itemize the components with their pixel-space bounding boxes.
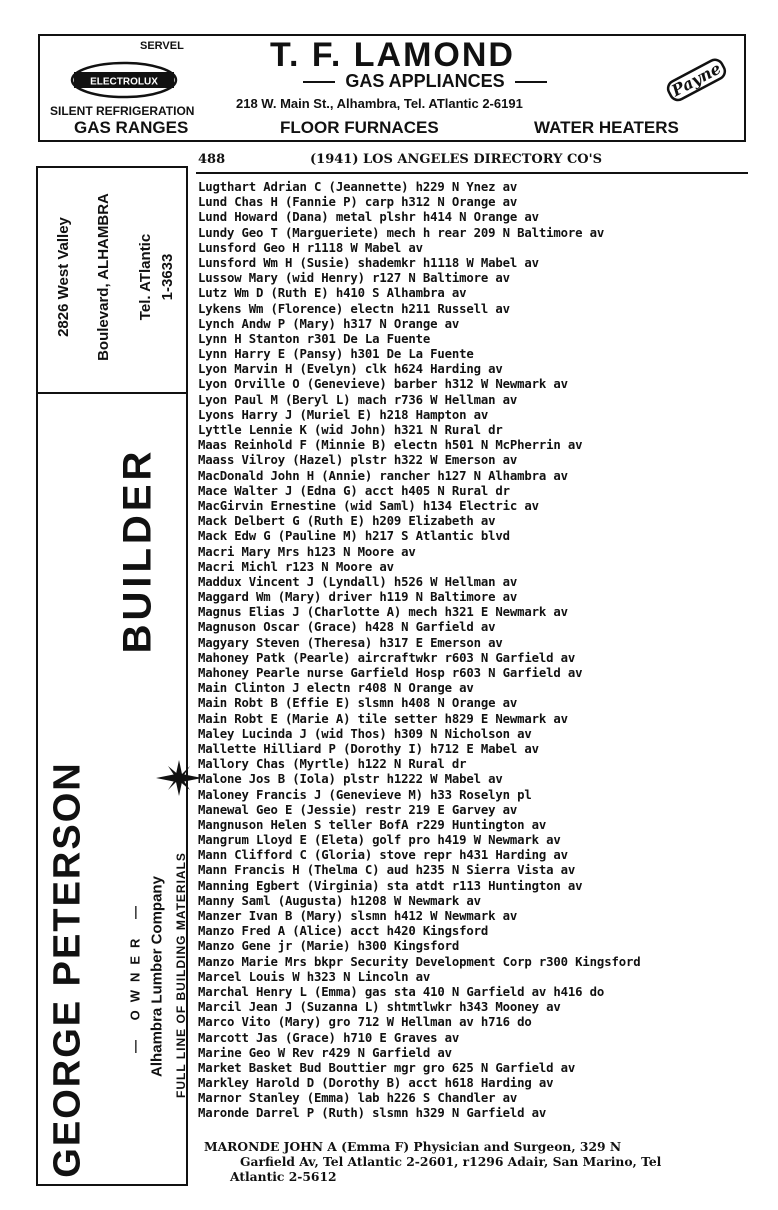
directory-entry: Macri Mary Mrs h123 N Moore av xyxy=(198,544,416,559)
directory-entry: Marine Geo W Rev r429 N Garfield av xyxy=(198,1045,452,1060)
directory-entry: Lyon Marvin H (Evelyn) clk h624 Harding av xyxy=(198,362,503,377)
company-subtitle: GAS APPLIANCES xyxy=(280,71,570,92)
directory-entry: Lund Chas H (Fannie P) carp h312 N Orange av xyxy=(198,195,518,210)
directory-entry: Mallory Chas (Myrtle) h122 N Rural dr xyxy=(198,757,467,772)
directory-entry: Marcel Louis W h323 N Lincoln av xyxy=(198,969,431,984)
directory-entry: Mallette Hilliard P (Dorothy I) h712 E Mabel av xyxy=(198,741,539,756)
directory-entry: Lyon Paul M (Beryl L) mach r736 W Hellman av xyxy=(198,392,518,407)
directory-entry: Malone Jos B (Iola) plstr h1222 W Mabel av xyxy=(198,772,503,787)
directory-entry: Main Clinton J electn r408 N Orange av xyxy=(198,681,474,696)
directory-entry: Maggard Wm (Mary) driver h119 N Baltimore av xyxy=(198,590,518,605)
sidebar-owner-name: GEORGE PETERSON xyxy=(46,761,89,1178)
directory-entry: Maley Lucinda J (wid Thos) h309 N Nicholson av xyxy=(198,726,532,741)
directory-entry: Lykens Wm (Florence) electn h211 Russell av xyxy=(198,301,510,316)
electrolux-logo-text: ELECTROLUX xyxy=(90,76,158,88)
company-address: 218 W. Main St., Alhambra, Tel. ATlantic 2-6191 xyxy=(236,96,523,111)
electrolux-logo xyxy=(70,60,178,100)
directory-entry: Mann Clifford C (Gloria) stove repr h431 Harding av xyxy=(198,848,568,863)
directory-entry: Lyons Harry J (Muriel E) h218 Hampton av xyxy=(198,407,489,422)
sidebar-owner-label: — OWNER — xyxy=(127,897,143,1054)
directory-entry: Marcil Jean J (Suzanna L) shtmtlwkr h343 Mooney av xyxy=(198,1000,561,1015)
directory-entry: Marco Vito (Mary) gro 712 W Hellman av h716 do xyxy=(198,1015,532,1030)
directory-entry: Mangnuson Helen S teller BofA r229 Huntington av xyxy=(198,817,547,832)
directory-entry: Main Robt E (Marie A) tile setter h829 E Newmark av xyxy=(198,711,568,726)
directory-entry: Lutz Wm D (Ruth E) h410 S Alhambra av xyxy=(198,286,467,301)
directory-entry: Lynn Harry E (Pansy) h301 De La Fuente xyxy=(198,347,474,362)
directory-entry: Lundy Geo T (Margueriete) mech h rear 209 N Baltimore av xyxy=(198,225,605,240)
running-head: (1941) LOS ANGELES DIRECTORY CO'S xyxy=(310,152,602,167)
directory-entry: Manzo Fred A (Alice) acct h420 Kingsford xyxy=(198,924,489,939)
page-number: 488 xyxy=(198,152,226,167)
directory-entry: Lunsford Geo H r1118 W Mabel av xyxy=(198,240,423,255)
directory-entry: Magyary Steven (Theresa) h317 E Emerson av xyxy=(198,635,503,650)
directory-entry: Mack Edw G (Pauline M) h217 S Atlantic blvd xyxy=(198,529,510,544)
directory-entry: Manning Egbert (Virginia) sta atdt r113 Huntington av xyxy=(198,878,583,893)
directory-entry: MacDonald John H (Annie) rancher h127 N Alhambra av xyxy=(198,468,568,483)
sidebar-company: Alhambra Lumber Company xyxy=(148,876,166,1077)
directory-entry: Manewal Geo E (Jessie) restr 219 E Garvey av xyxy=(198,802,518,817)
payne-logo xyxy=(660,54,732,104)
sidebar-builder-title: BUILDER xyxy=(115,447,160,654)
floor-furnaces-label: FLOOR FURNACES xyxy=(280,118,439,137)
servel-brand: SERVEL xyxy=(140,40,184,52)
directory-entry: Magnuson Oscar (Grace) h428 N Garfield av xyxy=(198,620,496,635)
directory-entry: Macri Michl r123 N Moore av xyxy=(198,559,394,574)
highlight-line2: Garfield Av, Tel Atlantic 2-2601, r1296 Adair, San Marino, Tel xyxy=(240,1154,662,1169)
company-name: T. F. LAMOND xyxy=(270,36,515,74)
water-heaters-label: WATER HEATERS xyxy=(534,118,679,137)
directory-entry: Manzo Gene jr (Marie) h300 Kingsford xyxy=(198,939,460,954)
directory-entry: Mahoney Patk (Pearle) aircraftwkr r603 N Garfield av xyxy=(198,650,576,665)
directory-entry: Lyon Orville O (Genevieve) barber h312 W Newmark av xyxy=(198,377,568,392)
directory-entry: Mahoney Pearle nurse Garfield Hosp r603 N Garfield av xyxy=(198,666,583,680)
directory-entry: Manzo Marie Mrs bkpr Security Development Corp r300 Kingsford xyxy=(198,954,641,969)
directory-entry: Lynch Andw P (Mary) h317 N Orange av xyxy=(198,316,460,331)
directory-entry: Main Robt B (Effie E) slsmn h408 N Orange av xyxy=(198,696,518,711)
directory-entry: MacGirvin Ernestine (wid Saml) h134 Electric av xyxy=(198,498,539,513)
directory-entry: Maas Reinhold F (Minnie B) electn h501 N McPherrin av xyxy=(198,438,583,453)
sidebar-address-line1: 2826 West Valley xyxy=(55,217,72,337)
directory-entry: Maddux Vincent J (Lyndall) h526 W Hellman av xyxy=(198,574,518,589)
sidebar-telephone-number: 1-3633 xyxy=(159,253,176,301)
directory-entry: Marnor Stanley (Emma) lab h226 S Chandler av xyxy=(198,1091,518,1106)
star-marker-icon xyxy=(154,758,204,798)
directory-entry: Maronde Darrel P (Ruth) slsmn h329 N Garfield av xyxy=(198,1106,547,1121)
directory-entry: Manzer Ivan B (Mary) slsmn h412 W Newmark av xyxy=(198,909,518,923)
directory-entry: Marchal Henry L (Emma) gas sta 410 N Garfield av h416 do xyxy=(198,984,605,999)
directory-entry: Lyttle Lennie K (wid John) h321 N Rural dr xyxy=(198,423,503,437)
directory-entry: Lynn H Stanton r301 De La Fuente xyxy=(198,331,431,346)
highlight-line1: MARONDE JOHN A (Emma F) Physician and Surgeon, 329 N xyxy=(204,1139,622,1154)
sidebar-telephone-label: Tel. ATlantic xyxy=(137,233,154,321)
directory-entry: Maloney Francis J (Genevieve M) h33 Roselyn pl xyxy=(198,787,532,802)
sidebar-owner-text: OWNER xyxy=(127,930,143,1021)
directory-entry: Lussow Mary (wid Henry) r127 N Baltimore av xyxy=(198,271,510,286)
directory-entry: Maass Vilroy (Hazel) plstr h322 W Emerson av xyxy=(198,453,518,468)
directory-entry: Lund Howard (Dana) metal plshr h414 N Orange av xyxy=(198,210,539,225)
directory-entry: Mangrum Lloyd E (Eleta) golf pro h419 W Newmark av xyxy=(198,833,561,848)
payne-logo-text: Payne xyxy=(668,58,725,101)
sidebar-address-line2: Boulevard, ALHAMBRA xyxy=(95,193,112,361)
directory-listing xyxy=(198,180,758,1122)
directory-entry: Magnus Elias J (Charlotte A) mech h321 E Newmark av xyxy=(198,605,568,620)
sidebar-materials: FULL LINE OF BUILDING MATERIALS xyxy=(174,852,188,1098)
directory-entry: Lugthart Adrian C (Jeannette) h229 N Ynez av xyxy=(198,180,518,194)
directory-entry-highlight xyxy=(204,1139,760,1184)
directory-entry: Lunsford Wm H (Susie) shademkr h1118 W Mabel av xyxy=(198,255,539,270)
directory-entry: Mack Delbert G (Ruth E) h209 Elizabeth av xyxy=(198,514,496,529)
highlight-line3: Atlantic 2-5612 xyxy=(230,1169,337,1184)
directory-entry: Manny Saml (Augusta) h1208 W Newmark av xyxy=(198,893,481,908)
directory-entry: Marcott Jas (Grace) h710 E Graves av xyxy=(198,1030,460,1045)
directory-entry: Mann Francis H (Thelma C) aud h235 N Sierra Vista av xyxy=(198,863,576,878)
header-rule xyxy=(196,172,748,174)
sidebar-advertisement xyxy=(36,166,188,1186)
directory-entry: Markley Harold D (Dorothy B) acct h618 Harding av xyxy=(198,1076,554,1091)
sidebar-divider xyxy=(38,392,186,394)
advertisement-banner xyxy=(38,34,746,142)
directory-entry: Mace Walter J (Edna G) acct h405 N Rural dr xyxy=(198,483,510,498)
directory-entry: Market Basket Bud Bouttier mgr gro 625 N Garfield av xyxy=(198,1060,576,1075)
tagline: SILENT REFRIGERATION xyxy=(50,104,195,118)
gas-ranges-label: GAS RANGES xyxy=(74,118,189,137)
